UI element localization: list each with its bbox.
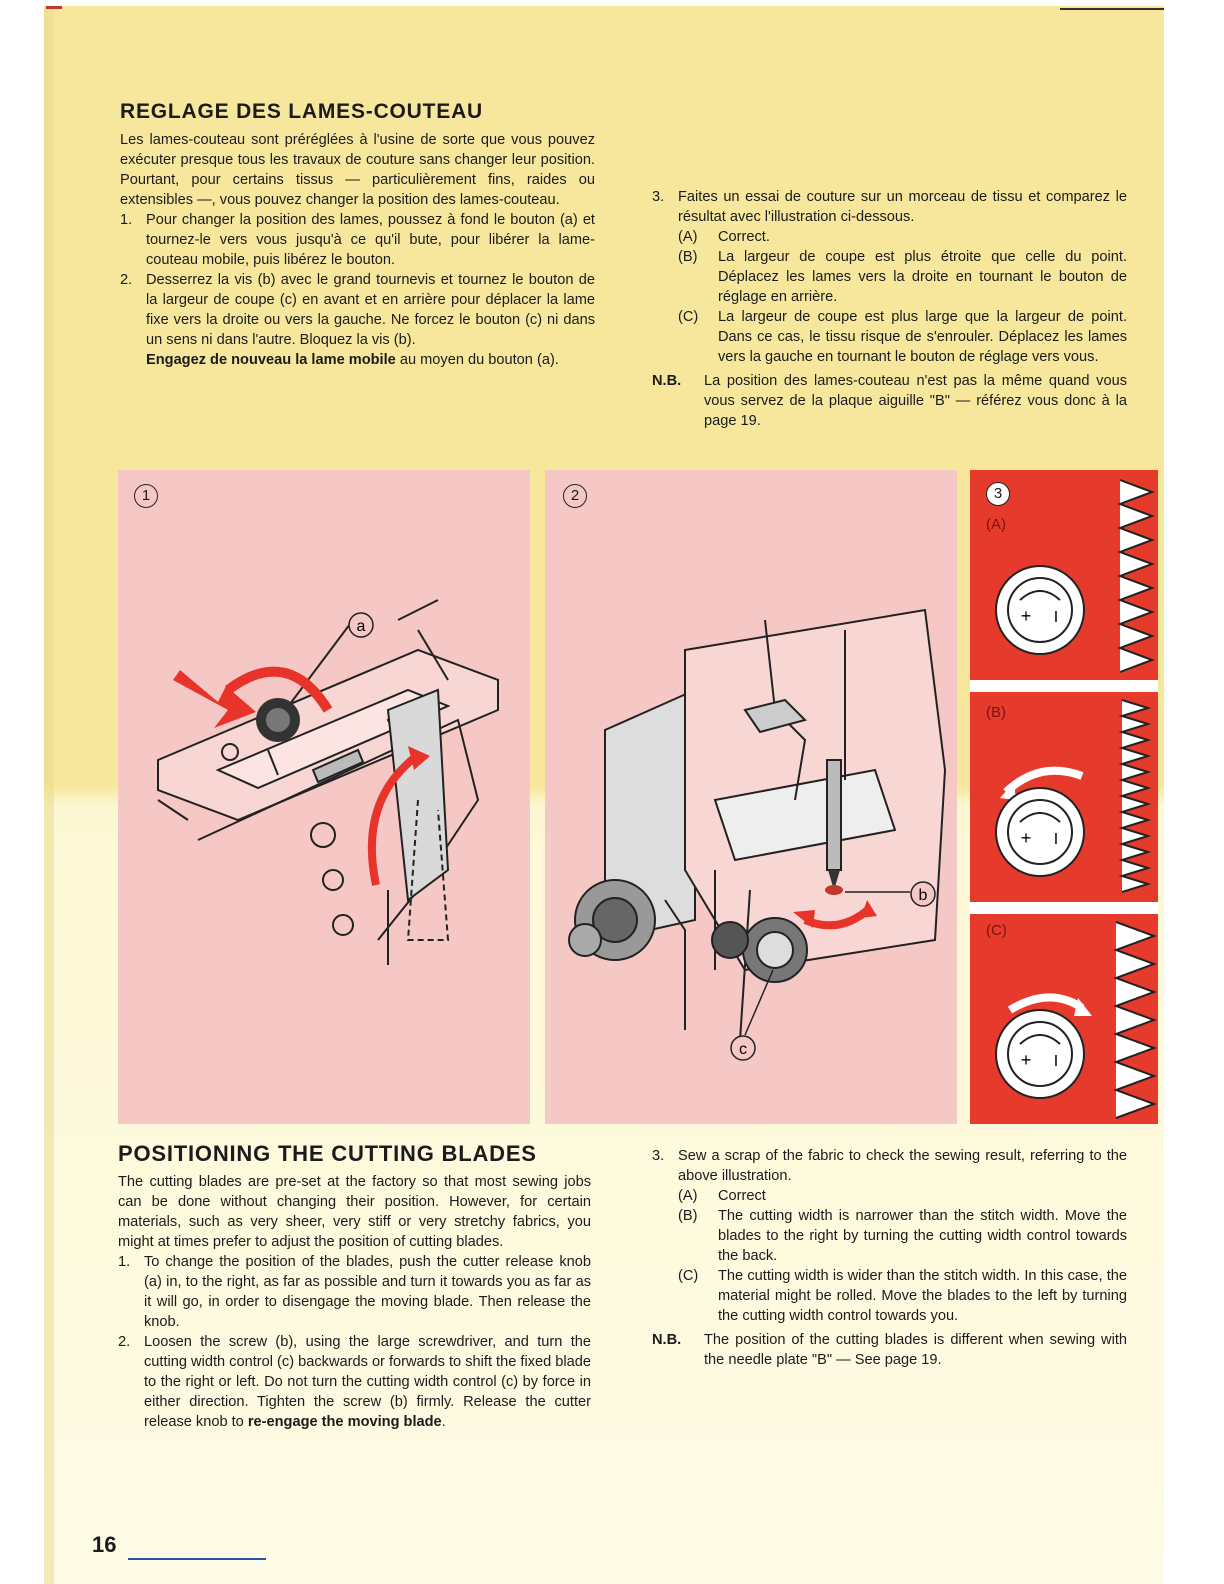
figure-3-dial-c-plus: +: [1020, 1050, 1032, 1070]
en-note: [652, 1330, 1127, 1370]
fr-step-3-text: Faites un essai de couture sur un morceau de tissu et comparez le résultat avec l'illustration ci-dessous.: [678, 189, 1127, 225]
figure-1-callout-a: a: [356, 618, 366, 635]
fr-case-a-label: (A): [678, 229, 698, 245]
en-step-1-text: To change the position of the blades, push the cutter release knob (a) in, to the right, as far as possible and turn it towards you as far as it will go, in order to disengage the moving blade. Then release the knob.: [144, 1254, 591, 1330]
en-case-a-text: Correct: [718, 1188, 766, 1204]
fr-left-column: [120, 102, 595, 370]
figure-3-number: 3: [986, 482, 1010, 506]
figure-3-dial-b: [996, 771, 1084, 876]
en-case-b: [678, 1206, 1127, 1266]
fr-note-label: N.B.: [652, 373, 682, 389]
fr-case-c-text: La largeur de coupe est plus large que la largeur de point. Dans ce cas, le tissu risque de s'enrouler. Déplacez les lames vers la gauche en tournant le bouton de réglage vers vous.: [718, 309, 1127, 365]
fr-case-b: [678, 247, 1127, 307]
fr-case-c: [678, 307, 1127, 367]
figure-2-leader-c: [745, 970, 773, 1035]
fr-case-c-label: (C): [678, 309, 699, 325]
fr-right-column: [652, 187, 1127, 431]
en-step-3-number: 3.: [652, 1148, 665, 1164]
fr-intro: Les lames-couteau sont préréglées à l'usine de sorte que vous pouvez exécuter presque tous les travaux de couture sans changer leur position. Pourtant, pour certains tissus — particulièrement fins, raides ou extensibles —, vous pouvez changer la position des lames-couteau.: [120, 132, 595, 208]
figure-3-label-c: (C): [986, 922, 1007, 939]
page-number: 16: [92, 1532, 117, 1557]
fr-case-b-label: (B): [678, 249, 698, 265]
en-note-label: N.B.: [652, 1332, 682, 1348]
en-step-2-bold: re-engage the moving blade: [247, 1414, 442, 1430]
en-step-2-number: 2.: [118, 1334, 131, 1350]
fr-note: [652, 371, 1127, 431]
figure-1-illustration: [118, 470, 530, 1124]
en-step-2-end: .: [441, 1414, 446, 1430]
en-step-2: [118, 1332, 591, 1432]
en-case-c-text: The cutting width is wider than the stitch width. In this case, the material might be rolled. Move the blades to the left by turning the cutting width control towards you.: [718, 1268, 1127, 1324]
figure-3-dial-a-minus: I: [1053, 609, 1059, 626]
figure-3-stitch-edges: [1116, 480, 1154, 1118]
figure-2-illustration: [545, 470, 957, 1124]
en-note-text: The position of the cutting blades is different when sewing with the needle plate "B" — See page 19.: [704, 1332, 1127, 1368]
fr-case-a-text: Correct.: [718, 229, 770, 245]
figure-3-label-a: (A): [986, 516, 1006, 533]
fr-case-b-text: La largeur de coupe est plus étroite que celle du point. Déplacez les lames vers la droite en tournant le bouton de réglage en arrière.: [718, 249, 1127, 305]
figure-3-dial-a-plus: +: [1020, 606, 1032, 626]
top-rule: [1060, 8, 1164, 10]
figure-1-number: 1: [134, 484, 158, 508]
en-step-1-number: 1.: [118, 1254, 131, 1270]
fr-title: REGLAGE DES LAMES-COUTEAU: [120, 100, 484, 123]
fr-step-2-number: 2.: [120, 272, 133, 288]
fr-step-1-number: 1.: [120, 212, 133, 228]
fr-step-3: [652, 187, 1127, 227]
figure-3-dial-c: [996, 997, 1092, 1098]
figure-3-dial-a: [996, 566, 1084, 654]
figure-2-callout-b: b: [918, 887, 928, 904]
fr-step-3-number: 3.: [652, 189, 665, 205]
en-case-b-label: (B): [678, 1208, 698, 1224]
page-number-rule: [128, 1558, 266, 1560]
figure-2-panel: [545, 470, 957, 1124]
en-right-column: [652, 1146, 1127, 1370]
fr-case-a: [678, 227, 1127, 247]
figure-2-callout-c: c: [739, 1041, 747, 1058]
en-case-a-label: (A): [678, 1188, 698, 1204]
figure-1-knob: [256, 698, 300, 742]
en-case-c: [678, 1266, 1127, 1326]
figure-3-dial-c-minus: I: [1053, 1053, 1059, 1070]
en-case-c-label: (C): [678, 1268, 699, 1284]
en-title: POSITIONING THE CUTTING BLADES: [118, 1141, 537, 1166]
en-intro: The cutting blades are pre-set at the factory so that most sewing jobs can be done without changing their position. However, for certain materials, such as very sheer, very stiff or very stretchy fabrics, you might at times prefer to adjust the position of cutting blades.: [118, 1174, 591, 1250]
figure-2-number: 2: [563, 484, 587, 508]
fr-step-2-end: au moyen du bouton (a).: [395, 352, 559, 368]
figure-3-label-b: (B): [986, 704, 1006, 721]
page-spine: [44, 6, 54, 1584]
fr-step-1: [120, 210, 595, 270]
en-step-2-text: Loosen the screw (b), using the large screwdriver, and turn the cutting width control (c) backwards or forwards to shift the fixed blade to the right or left. Do not turn the cutting width control (c) by force in either direction. Tighten the screw (b) firmly. Release the cutter release knob to: [144, 1334, 591, 1430]
en-case-b-text: The cutting width is narrower than the stitch width. Move the blades to the right by turning the cutting width control towards the back.: [718, 1208, 1127, 1264]
figure-3-dial-b-minus: I: [1053, 831, 1059, 848]
fr-step-2-text: Desserrez la vis (b) avec le grand tournevis et tournez le bouton de la largeur de coupe (c) en avant et en arrière pour déplacer la lame fixe vers la droite ou vers la gauche. Ne forcez le bouton (c) ni dans un sens ni dans l'autre. Bloquez la vis (b).: [146, 272, 595, 348]
en-left-column: [118, 1141, 591, 1432]
fr-note-text: La position des lames-couteau n'est pas la même quand vous vous servez de la plaque aiguille "B" — référez vous donc à la page 19.: [704, 373, 1127, 429]
figure-3-dial-b-plus: +: [1020, 828, 1032, 848]
figure-1-panel: [118, 470, 530, 1124]
corner-mark: [46, 6, 62, 9]
en-case-a: [678, 1186, 1127, 1206]
fr-step-1-text: Pour changer la position des lames, poussez à fond le bouton (a) et tournez-le vers vous jusqu'à ce qu'il bute, pour libérer la lame-couteau mobile, puis libérez le bouton.: [146, 212, 595, 268]
fr-step-2-bold: Engagez de nouveau la lame mobile: [146, 352, 396, 368]
figure-3-illustration: [970, 470, 1158, 1124]
en-step-3-text: Sew a scrap of the fabric to check the sewing result, referring to the above illustration.: [678, 1148, 1127, 1184]
en-step-3: [652, 1146, 1127, 1186]
figure-3-panel: [970, 470, 1158, 1124]
fr-step-2: [120, 270, 595, 370]
en-step-1: [118, 1252, 591, 1332]
